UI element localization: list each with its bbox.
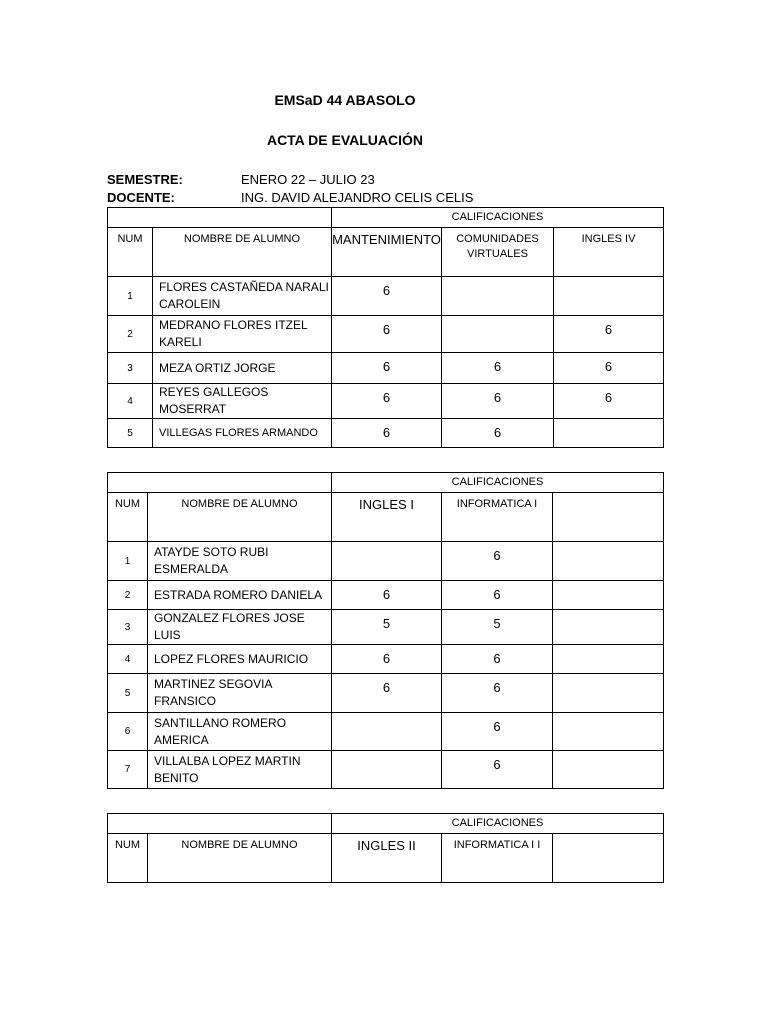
student-name: ATAYDE SOTO RUBI ESMERALDA	[148, 542, 332, 581]
calificaciones-header: CALIFICACIONES	[332, 814, 664, 834]
table-row	[108, 384, 664, 419]
name-header: NOMBRE DE ALUMNO	[153, 228, 332, 277]
grade-cell: 6	[442, 674, 553, 713]
grade-cell	[332, 542, 442, 581]
student-name: MARTINEZ SEGOVIA FRANSICO	[148, 674, 332, 713]
grade-cell: 6	[442, 419, 554, 448]
grade-cell: 6	[332, 645, 442, 674]
table-row	[108, 277, 664, 316]
student-name: ESTRADA ROMERO DANIELA	[148, 581, 332, 610]
row-number: 6	[108, 713, 148, 751]
row-number: 3	[108, 610, 148, 645]
table-row	[108, 353, 664, 384]
grade-cell: 6	[554, 384, 664, 419]
name-header: NOMBRE DE ALUMNO	[148, 834, 332, 883]
grade-cell	[442, 277, 554, 316]
empty-header-cell	[108, 208, 332, 228]
grade-cell	[554, 419, 664, 448]
student-name: MEZA ORTIZ JORGE	[153, 353, 332, 384]
grade-cell: 6	[442, 542, 553, 581]
student-name: VILLALBA LOPEZ MARTIN BENITO	[148, 751, 332, 789]
docente-label: DOCENTE:	[107, 190, 175, 205]
subject-header: INGLES IV	[554, 228, 664, 277]
student-name: SANTILLANO ROMERO AMERICA	[148, 713, 332, 751]
calificaciones-header: CALIFICACIONES	[332, 208, 664, 228]
semestre-value: ENERO 22 – JULIO 23	[241, 172, 375, 187]
table-row	[108, 419, 664, 448]
row-number: 1	[108, 277, 153, 316]
grade-cell	[332, 713, 442, 751]
num-header: NUM	[108, 228, 153, 277]
grade-cell: 6	[332, 581, 442, 610]
school-name: EMSaD 44 ABASOLO	[274, 92, 416, 108]
subject-header: MANTENIMIENTO	[332, 228, 442, 277]
grade-cell	[332, 751, 442, 789]
row-number: 3	[108, 353, 153, 384]
grades-table-2	[107, 472, 664, 789]
num-header: NUM	[108, 834, 148, 883]
document-title: ACTA DE EVALUACIÓN	[266, 132, 424, 148]
name-header: NOMBRE DE ALUMNO	[148, 493, 332, 542]
student-name: REYES GALLEGOS MOSERRAT	[153, 384, 332, 419]
empty-header-cell	[108, 814, 332, 834]
grades-table-1	[107, 207, 664, 448]
table-row	[108, 610, 664, 645]
grade-cell: 5	[442, 610, 553, 645]
row-number: 5	[108, 674, 148, 713]
row-number: 5	[108, 419, 153, 448]
grade-cell: 6	[442, 353, 554, 384]
grade-cell	[553, 610, 664, 645]
row-number: 4	[108, 645, 148, 674]
row-number: 7	[108, 751, 148, 789]
student-name: VILLEGAS FLORES ARMANDO	[153, 419, 332, 448]
grade-cell: 6	[442, 645, 553, 674]
subject-header: COMUNIDADES VIRTUALES	[442, 228, 554, 277]
table-row	[108, 581, 664, 610]
grade-cell	[553, 674, 664, 713]
grade-cell: 6	[332, 316, 442, 353]
subject-header: INGLES I	[332, 493, 442, 542]
grade-cell: 6	[332, 674, 442, 713]
grade-cell	[442, 316, 554, 353]
grade-cell	[553, 542, 664, 581]
table-row	[108, 645, 664, 674]
subject-header	[553, 493, 664, 542]
grade-cell	[553, 581, 664, 610]
grade-cell: 6	[554, 316, 664, 353]
grade-cell	[553, 645, 664, 674]
grade-cell	[553, 751, 664, 789]
grade-cell: 6	[332, 384, 442, 419]
semestre-label: SEMESTRE:	[107, 172, 183, 187]
grade-cell: 6	[442, 751, 553, 789]
table-row	[108, 713, 664, 751]
grade-cell	[553, 713, 664, 751]
grades-table-3	[107, 813, 664, 883]
grade-cell: 6	[442, 713, 553, 751]
num-header: NUM	[108, 493, 148, 542]
subject-header: INFORMATICA I I	[442, 834, 553, 883]
row-number: 2	[108, 581, 148, 610]
calificaciones-header: CALIFICACIONES	[332, 473, 664, 493]
grade-cell: 6	[554, 353, 664, 384]
student-name: GONZALEZ FLORES JOSE LUIS	[148, 610, 332, 645]
subject-header: INFORMATICA I	[442, 493, 553, 542]
grade-cell: 6	[332, 353, 442, 384]
table-row	[108, 674, 664, 713]
student-name: MEDRANO FLORES ITZEL KARELI	[153, 316, 332, 353]
empty-header-cell	[108, 473, 332, 493]
table-row	[108, 542, 664, 581]
subject-header	[553, 834, 664, 883]
table-row	[108, 316, 664, 353]
grade-cell: 6	[442, 384, 554, 419]
row-number: 2	[108, 316, 153, 353]
subject-header: INGLES II	[332, 834, 442, 883]
student-name: LOPEZ FLORES MAURICIO	[148, 645, 332, 674]
docente-value: ING. DAVID ALEJANDRO CELIS CELIS	[241, 190, 474, 205]
table-row	[108, 751, 664, 789]
grade-cell: 6	[332, 419, 442, 448]
grade-cell: 6	[442, 581, 553, 610]
row-number: 4	[108, 384, 153, 419]
grade-cell	[554, 277, 664, 316]
row-number: 1	[108, 542, 148, 581]
grade-cell: 6	[332, 277, 442, 316]
student-name: FLORES CASTAÑEDA NARALI CAROLEIN	[153, 277, 332, 316]
grade-cell: 5	[332, 610, 442, 645]
